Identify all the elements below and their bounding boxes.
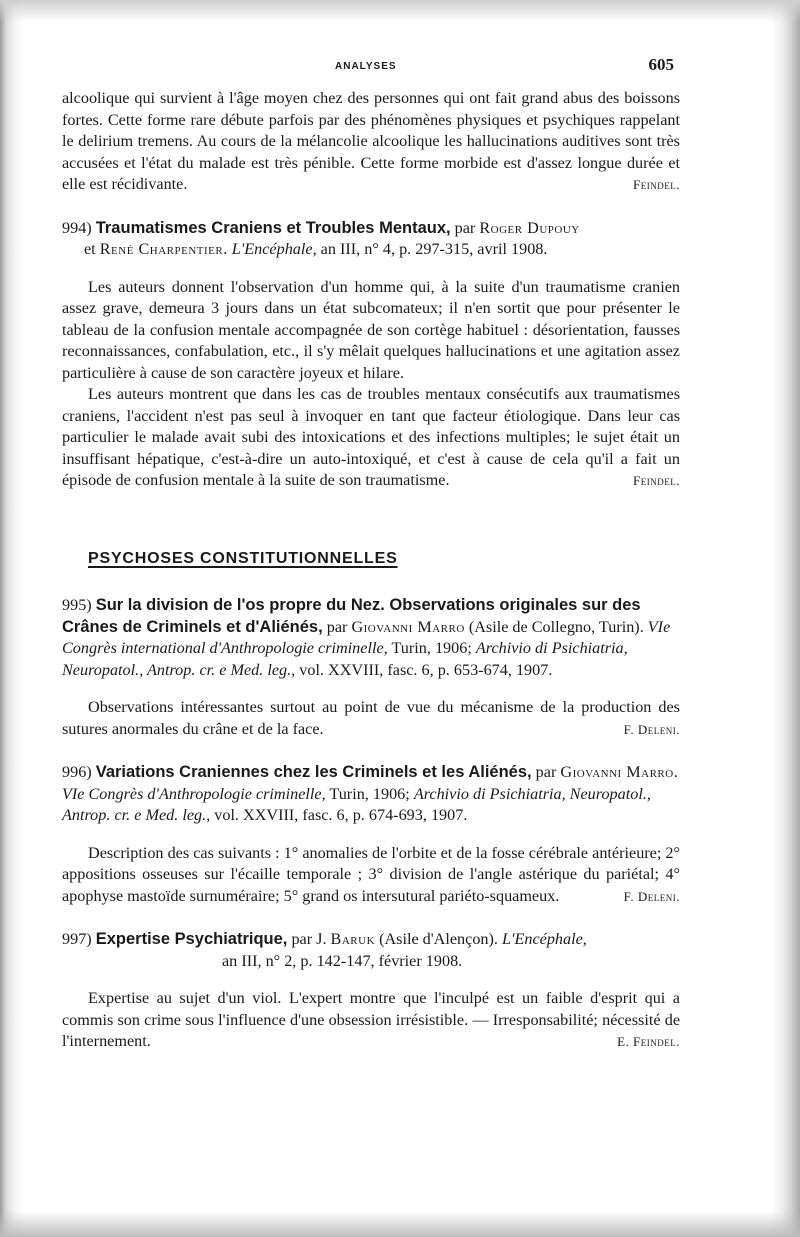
section-title: PSYCHOSES CONSTITUTIONNELLES [88,549,398,567]
abstract-997-paragraph-1-text: Expertise au sujet d'un viol. L'expert montre que l'inculpé est un faible d'esprit qui a commis son crime sous l'influence d'une obsession irrésistible. — Irresponsabilité; nécessité de l'internement. [62,989,680,1050]
abstract-995-number: 995) [62,596,92,614]
running-head: ANALYSES [335,61,397,72]
abstract-994-body [62,277,680,492]
intro-paragraph [62,88,680,196]
abstract-994-ref: an III, n° 4, p. 297-315, avril 1908. [320,240,548,258]
abstract-995-heading [62,595,680,681]
intro-text: alcoolique qui survient à l'âge moyen chez des personnes qui ont fait grand abus des boissons fortes. Cette forme rare débute parfois par des phénomènes physiques et psychiques rappelant le delirium tremens. Au cours de la mélancolie alcoolique les hallucinations auditives sont très accusées et l'état du malade est très pénible. Cette forme morbide est d'assez longue durée et elle est récidivante. [62,89,680,193]
abstract-994-signature: Feindel. [633,473,680,488]
abstract-995-par: par [326,617,348,636]
abstract-996-ref1: Turin, 1906; [329,784,410,803]
abstract-997-paragraph-1 [62,988,680,1053]
abstract-996-paragraph-1-text: Description des cas suivants : 1° anomalies de l'orbite et de la fosse cérébrale antérieure; 2° appositions osseuses sur l'écaille temporale ; 3° division de l'angle astérique du pariétal; 4° apophyse mastoïde surnuméraire; 5° grand os intersutural pariéto-squameux. [62,843,680,905]
abstract-997-ref2: an III, n° 2, p. 142-147, février 1908. [222,951,463,970]
abstract-997-author: Baruk [330,930,376,948]
abstract-997-signature: E. Feindel. [617,1034,680,1049]
abstract-997-heading [62,929,680,972]
abstract-994-author2: René Charpentier. [99,240,228,258]
abstract-996-author: Giovanni Marro. [560,763,679,781]
abstract-995-ref1: (Asile de Collegno, Turin). [468,617,644,636]
abstract-995-archive: Archivio di Psichiatria, Neuropatol., Antrop. cr. e Med. leg., [62,639,628,679]
abstract-995-paragraph-1 [62,697,680,740]
abstract-996-number: 996) [62,763,92,781]
abstract-996-archive: Archivio di Psichiatria, Neuropatol., Antrop. cr. e Med. leg., [62,784,651,824]
abstract-996-congress: VIe Congrès d'Anthropologie criminelle, [62,784,326,803]
abstract-995-author: Giovanni Marro [351,617,465,636]
abstract-997-title: Expertise Psychiatrique, [95,930,288,948]
abstract-995-congress: VIe Congrès international d'Anthropologie criminelle, [62,617,671,657]
abstract-996-title: Variations Craniennes chez les Criminels et les Aliénés, [95,763,532,781]
abstract-997-body [62,988,680,1053]
abstract-995-title: Sur la division de l'os propre du Nez. Observations originales sur des Crânes de Criminels et d'Aliénés, [62,596,641,636]
page-content [62,88,680,1053]
intro-signature: Feindel. [633,177,680,192]
abstract-996-heading [62,762,680,827]
page-edge-shadow-top [0,0,800,22]
abstract-997-journal: L'Encéphale, [502,930,587,948]
abstract-996-paragraph-1 [62,843,680,908]
abstract-994-paragraph-2 [62,384,680,492]
abstract-996-signature: F. Deleni. [623,888,680,904]
page-number: 605 [648,55,674,74]
abstract-994-paragraph-1: Les auteurs donnent l'observation d'un homme qui, à la suite d'un traumatisme cranien assez grave, demeura 3 jours dans un état subcomateux; il n'en sortit que pour présenter le tableau de la confusion mentale accompagnée de son cortège habituel : désorientation, fausses reconnaissances, confabulation, etc., il s'y mêlait quelques hallucinations et une agitation assez particulière à cause de son caractère joyeux et hilare. [62,277,680,382]
abstract-996-ref2: vol. XXVIII, fasc. 6, p. 674-693, 1907. [214,806,468,824]
abstract-994-et: et [84,240,96,258]
abstract-994-journal: L'Encéphale, [231,240,317,258]
abstract-994-author1: Roger Dupouy [479,218,580,237]
abstract-994-number: 994) [62,218,92,237]
abstract-994-heading [62,218,680,261]
abstract-994-par: par [454,218,476,237]
abstract-997-ref1: (Asile d'Alençon). [379,930,498,948]
abstract-994-paragraph-2-text: Les auteurs montrent que dans les cas de troubles mentaux consécutifs aux traumatismes craniens, l'accident n'est pas seul à invoquer en tant que facteur étiologique. Dans leur cas particulier le malade avait subi des intoxications et des infections multiples; le sujet était un insuffisant hépatique, c'est-à-dire un auto-intoxiqué, et c'est à cause de cela qu'il a fait un épisode de confusion mentale à la suite de son traumatisme. [62,385,680,489]
abstract-997-par: par J. [291,930,327,948]
abstract-995-body [62,697,680,740]
abstract-995-ref3: vol. XXVIII, fasc. 6, p. 653-674, 1907. [299,660,553,679]
abstract-995-ref2: Turin, 1906; [391,639,472,657]
abstract-997-number: 997) [62,930,92,948]
page-edge-shadow-bottom [0,1211,800,1237]
abstract-996-par: par [535,763,557,781]
abstract-994-title: Traumatismes Craniens et Troubles Mentaux, [95,218,451,237]
abstract-995-paragraph-1-text: Observations intéressantes surtout au point de vue du mécanisme de la production des sutures anormales du crâne et de la face. [62,698,680,738]
abstract-995-signature: F. Deleni. [623,721,680,737]
abstract-996-body [62,843,680,908]
